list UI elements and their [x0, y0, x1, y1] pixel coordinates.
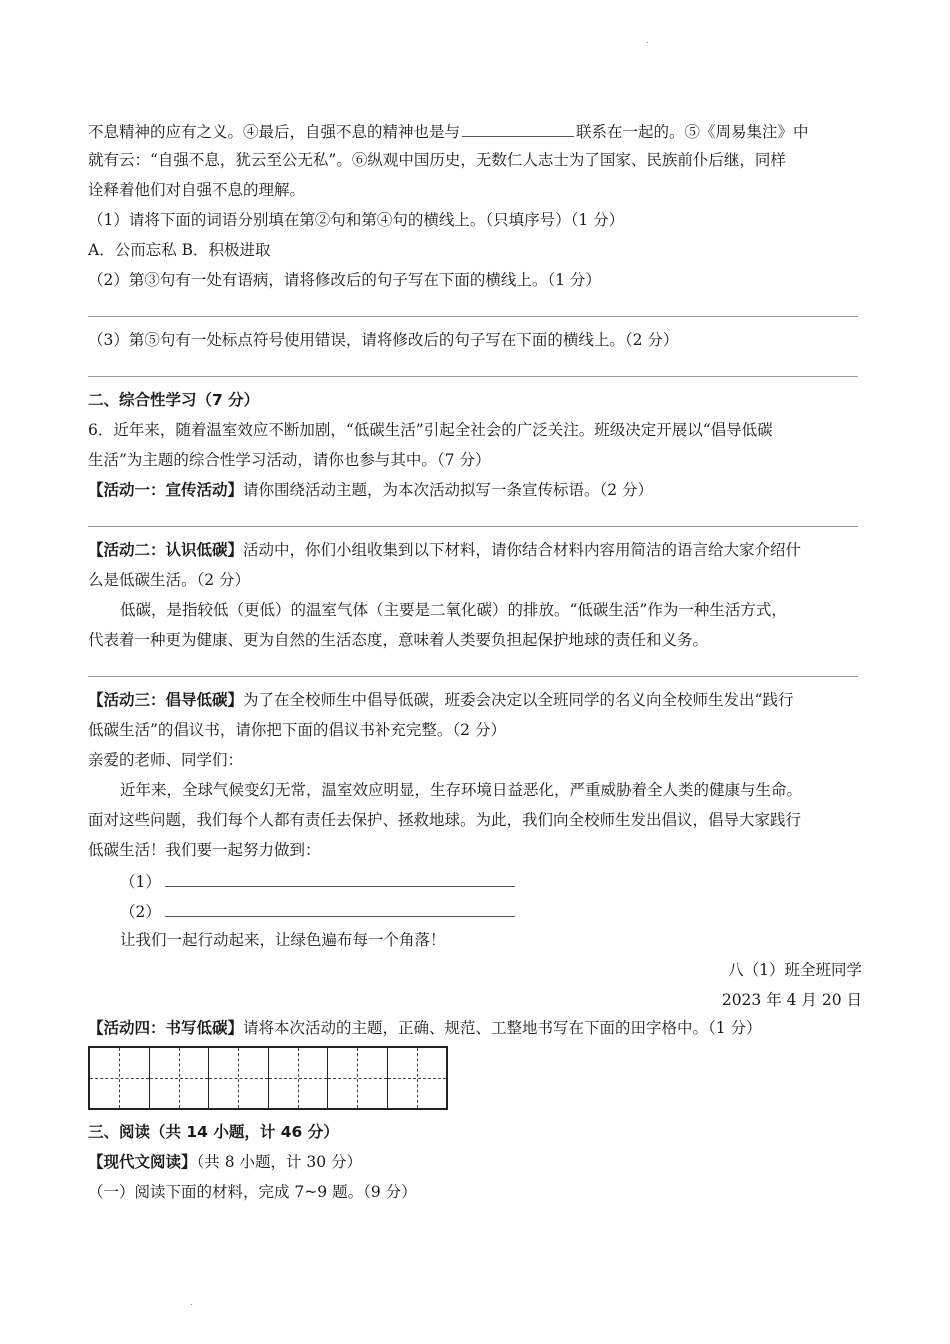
- material-line-1: 低碳，是指较低（更低）的温室气体（主要是二氧化碳）的排放。“低碳生活”作为一种生活方式，: [120, 601, 787, 619]
- passage-line-1: 不息精神的应有之义。④最后，自强不息的精神也是与 联系在一起的。⑤《周易集注》中: [88, 120, 809, 142]
- letter-closing: 让我们一起行动起来，让绿色遍布每一个角落！: [120, 931, 446, 949]
- fill-blank[interactable]: [462, 120, 574, 137]
- modern-reading-heading: 【现代文阅读】: [88, 1153, 197, 1171]
- activity-4: 【活动四：书写低碳】请将本次活动的主题，正确、规范、工整地书写在下面的田字格中。（1 分）: [88, 1019, 762, 1037]
- grid-cell[interactable]: [150, 1048, 210, 1108]
- letter-greeting: 亲爱的老师、同学们：: [88, 751, 244, 769]
- question-5-1: （1）请将下面的词语分别填在第②句和第④句的横线上。（只填序号）（1 分）: [88, 211, 625, 229]
- activity-2-heading: 【活动二：认识低碳】: [88, 541, 244, 559]
- activity-4-heading: 【活动四：书写低碳】: [88, 1019, 244, 1037]
- letter-item-2: （2）: [120, 900, 515, 922]
- letter-line-1: 近年来，全球气候变幻无常，温室效应明显，生存环境日益恶化，严重威胁着全人类的健康与生命。: [120, 781, 803, 799]
- letter-signature: 八（1）班全班同学: [728, 961, 862, 979]
- question-6-line-1: 6．近年来，随着温室效应不断加剧，“低碳生活”引起全社会的广泛关注。班级决定开展以“倡导低碳: [88, 421, 773, 439]
- activity-1-heading: 【活动一：宣传活动】: [88, 481, 244, 499]
- letter-line-2: 面对这些问题，我们每个人都有责任去保护、拯救地球。为此，我们向全校师生发出倡议，倡导大家践行: [88, 811, 802, 829]
- answer-line[interactable]: [88, 676, 858, 677]
- section-3-title: 三、阅读（共 14 小题，计 46 分）: [88, 1123, 339, 1141]
- grid-cell[interactable]: [209, 1048, 269, 1108]
- letter-line-3: 低碳生活！我们要一起努力做到：: [88, 841, 321, 859]
- question-5-2: （2）第③句有一处有语病，请将修改后的句子写在下面的横线上。（1 分）: [88, 271, 601, 289]
- question-6-line-2: 生活”为主题的综合性学习活动，请你也参与其中。（7 分）: [88, 451, 491, 469]
- activity-2-line-2: 么是低碳生活。（2 分）: [88, 571, 251, 589]
- question-5-3: （3）第⑤句有一处标点符号使用错误，请将修改后的句子写在下面的横线上。（2 分）: [88, 331, 679, 349]
- section-2-title: 二、综合性学习（7 分）: [88, 391, 260, 409]
- reading-part-1: （一）阅读下面的材料，完成 7~9 题。（9 分）: [88, 1183, 417, 1201]
- letter-date: 2023 年 4 月 20 日: [721, 991, 862, 1009]
- activity-3-heading: 【活动三：倡导低碳】: [88, 691, 244, 709]
- answer-line[interactable]: [88, 376, 858, 377]
- grid-cell[interactable]: [269, 1048, 329, 1108]
- activity-3: 【活动三：倡导低碳】为了在全校师生中倡导低碳，班委会决定以全班同学的名义向全校师生发出“践行: [88, 691, 794, 709]
- answer-line[interactable]: [165, 900, 515, 917]
- material-line-2: 代表着一种更为健康、更为自然的生活态度，意味着人类要负担起保护地球的责任和义务。: [88, 631, 709, 649]
- passage-line-2: 就有云：“自强不息，犹云至公无私”。⑥纵观中国历史，无数仁人志士为了国家、民族前仆后继，同样: [88, 151, 786, 169]
- answer-line[interactable]: [88, 316, 858, 317]
- letter-item-1: （1）: [120, 870, 515, 892]
- answer-line[interactable]: [165, 870, 515, 887]
- grid-cell[interactable]: [388, 1048, 447, 1108]
- decorative-dot: .: [646, 36, 649, 45]
- activity-3-line-2: 低碳生活”的倡议书，请你把下面的倡议书补充完整。（2 分）: [88, 721, 506, 739]
- question-5-options: A．公而忘私 B．积极进取: [88, 241, 271, 259]
- modern-reading: 【现代文阅读】（共 8 小题，计 30 分）: [88, 1153, 363, 1171]
- passage-line-3: 诠释着他们对自强不息的理解。: [88, 181, 306, 199]
- grid-cell[interactable]: [328, 1048, 388, 1108]
- activity-1: 【活动一：宣传活动】请你围绕活动主题，为本次活动拟写一条宣传标语。（2 分）: [88, 481, 654, 499]
- grid-cell[interactable]: [90, 1048, 150, 1108]
- tianzige-grid[interactable]: [88, 1046, 448, 1110]
- activity-2: 【活动二：认识低碳】活动中，你们小组收集到以下材料，请你结合材料内容用简洁的语言给大家介绍什: [88, 541, 802, 559]
- answer-line[interactable]: [88, 526, 858, 527]
- decorative-dot: .: [190, 1298, 193, 1307]
